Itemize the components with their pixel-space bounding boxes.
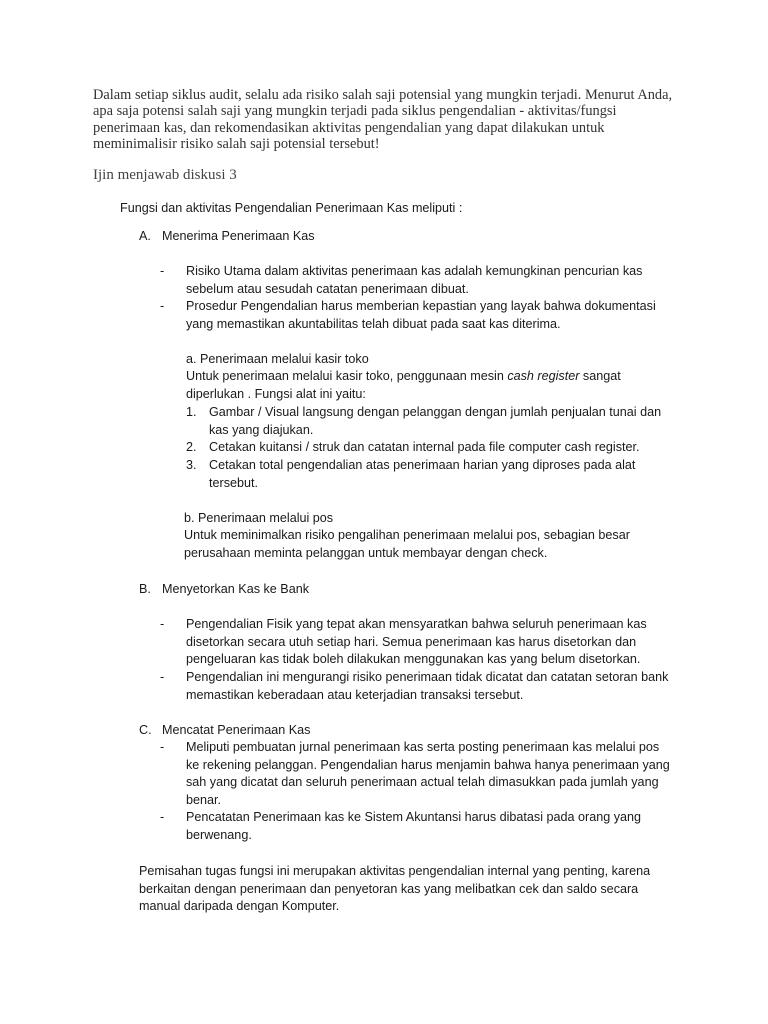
- section-title: Menerima Penerimaan Kas: [162, 229, 315, 243]
- section-letter: C.: [139, 723, 152, 737]
- list-number: 3.: [186, 458, 197, 472]
- section-b-heading: [139, 581, 309, 599]
- section-a-heading: [139, 228, 315, 246]
- section-title: Menyetorkan Kas ke Bank: [162, 582, 310, 596]
- section-c-heading: [139, 722, 310, 740]
- section-a-bullet-2: Prosedur Pengendalian harus memberian kepastian yang layak bahwa dokumentasi yang memastikan akuntabilitas telah dibuat pada saat kas diterima.: [186, 299, 656, 331]
- reply-label: Ijin menjawab diskusi 3: [93, 167, 237, 183]
- bullet-dash: -: [160, 740, 165, 754]
- section-letter: A.: [139, 229, 151, 243]
- sub-b-title: b. Penerimaan melalui pos: [184, 511, 334, 525]
- bullet-dash: -: [160, 264, 165, 278]
- cash-register-term: cash register: [507, 369, 580, 383]
- bullet-dash: -: [160, 670, 165, 684]
- bullet-dash: -: [160, 299, 165, 313]
- section-letter: B.: [139, 582, 151, 596]
- sub-b-text: Untuk meminimalkan risiko pengalihan penerimaan melalui pos, sebagian besar perusahaan meminta pelanggan untuk membayar dengan check.: [184, 528, 630, 560]
- section-b-bullet-2: Pengendalian ini mengurangi risiko penerimaan tidak dicatat dan catatan setoran bank memastikan keberadaan atau keterjadian transaksi tersebut.: [186, 670, 669, 702]
- list-item: Gambar / Visual langsung dengan pelanggan dengan jumlah penjualan tunai dan kas yang diajukan.: [209, 405, 662, 437]
- section-title: Mencatat Penerimaan Kas: [162, 723, 311, 737]
- section-c-bullet-1: Meliputi pembuatan jurnal penerimaan kas serta posting penerimaan kas melalui pos ke rekening pelanggan. Pengendalian harus menjamin bahwa hanya penerimaan yang sah yang dicatat dan seluruh penerimaan actual telah dimasukkan pada jumlah yang benar.: [186, 740, 670, 808]
- list-item: Cetakan kuitansi / struk dan catatan internal pada file computer cash register.: [209, 440, 640, 454]
- sub-a-title: a. Penerimaan melalui kasir toko: [186, 352, 369, 366]
- discussion-question: Dalam setiap siklus audit, selalu ada risiko salah saji potensial yang mungkin terjadi. Menurut Anda, apa saja potensi salah saji yang mungkin terjadi pada siklus pengendalian - aktivitas/fungsi penerimaan kas, dan rekomendasikan aktivitas pengendalian yang dapat dilakukan untuk meminimalisir risiko salah saji potensial tersebut!: [93, 87, 673, 153]
- answer-intro: Fungsi dan aktivitas Pengendalian Penerimaan Kas meliputi :: [120, 201, 463, 215]
- conclusion-paragraph: Pemisahan tugas fungsi ini merupakan aktivitas pengendalian internal yang penting, karena berkaitan dengan penerimaan dan penyetoran kas yang melibatkan cek dan saldo secara manual daripada dengan Komputer.: [139, 864, 651, 914]
- section-c-bullet-2: Pencatatan Penerimaan kas ke Sistem Akuntansi harus dibatasi pada orang yang berwenang.: [186, 810, 642, 842]
- bullet-dash: -: [160, 810, 165, 824]
- list-item: Cetakan total pengendalian atas penerimaan harian yang diproses pada alat tersebut.: [209, 458, 636, 490]
- sub-a-text: Untuk penerimaan melalui kasir toko, penggunaan mesin cash register sangat diperlukan . Fungsi alat ini yaitu:: [186, 369, 621, 401]
- list-number: 1.: [186, 405, 197, 419]
- list-number: 2.: [186, 440, 197, 454]
- bullet-dash: -: [160, 617, 165, 631]
- section-a-bullet-1: Risiko Utama dalam aktivitas penerimaan kas adalah kemungkinan pencurian kas sebelum atau sesudah catatan penerimaan dibuat.: [186, 264, 643, 296]
- section-b-bullet-1: Pengendalian Fisik yang tepat akan mensyaratkan bahwa seluruh penerimaan kas disetorkan secara utuh setiap hari. Semua penerimaan kas harus disetorkan dan pengeluaran kas tidak boleh dilakukan menggunakan kas yang belum disetorkan.: [186, 617, 647, 667]
